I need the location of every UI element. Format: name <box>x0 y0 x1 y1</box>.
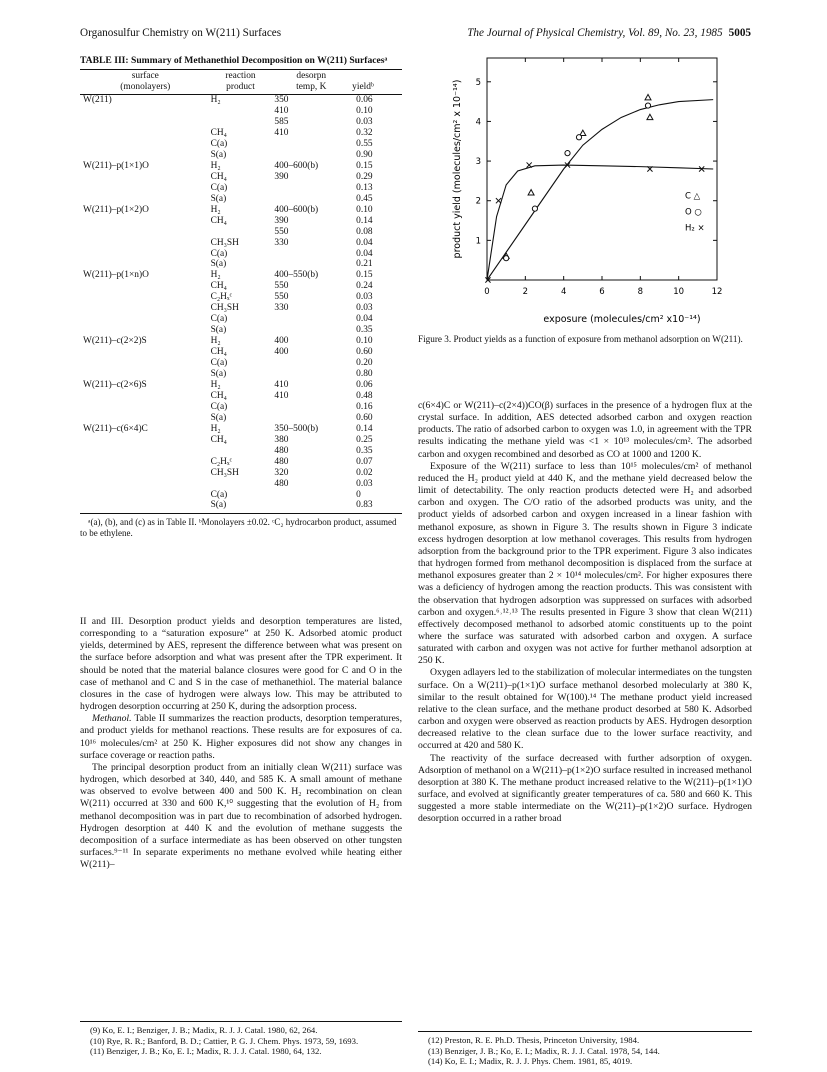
cell-product: H₂ <box>210 160 221 171</box>
cell-surface <box>80 292 211 303</box>
cell-yield: 0.45 <box>356 193 373 204</box>
cell-surface <box>80 106 211 117</box>
data-point-o <box>504 256 509 261</box>
table-row <box>80 249 402 260</box>
table-row <box>80 150 402 161</box>
cell-temp <box>270 325 352 336</box>
paragraph: Exposure of the W(211) surface to less than 10¹⁵ molecules/cm² of methanol reduced the H₂ product yield at 440 K, and the methane yield decreased below the limit of detectability. The only reaction products detected were H₂ and adsorbed carbon and oxygen. The C/O ratio of the adsorbed products was unity, and the product yields of adsorbed carbon and oxygen increased in a linear fashion with methanol exposure, as shown in Figure 3. The results shown in Figure 3 indicate excess hydrogen desorption at low methanol coverages. This results from hydrogen adsorption from the background prior to the TPR experiment. Figure 3 also indicates that hydrogen formed from methanol decomposition is displaced from the surface at methanol exposures greater than 2 × 10¹⁴ molecules/cm². For higher exposures there was a deficiency of hydrogen among the reaction products. This was consistent with the observation that hydrogen adsorption was suppressed on surfaces with adsorbed carbon and oxygen.⁶˒¹²˒¹³ The results presented in Figure 3 show that clean W(211) effectively decomposed methanol to adsorbed atomic constituents up to the point where the surface was saturated with adsorbed carbon and oxygen. A surface saturated with carbon and oxygen was not active for further methanol adsorption at 250 K. <box>418 460 752 667</box>
cell-product: CH₄ <box>210 281 227 292</box>
cell-product: C(a) <box>210 358 228 369</box>
cell-yield: 0.14 <box>356 423 373 434</box>
table-row <box>80 424 402 435</box>
cell-yield: 0.48 <box>356 390 373 401</box>
cell-surface <box>80 358 211 369</box>
table-row <box>80 227 402 238</box>
table-row <box>80 369 402 380</box>
cell-product: C(a) <box>210 401 228 412</box>
cell-yield: 0.14 <box>356 215 373 226</box>
data-point-c <box>528 190 534 195</box>
cell-product: CH₃SH <box>210 237 239 248</box>
cell-yield: 0.24 <box>356 281 373 292</box>
table-row <box>80 161 402 172</box>
cell-surface <box>80 500 211 513</box>
cell-yield: 0.07 <box>356 456 373 467</box>
cell-surface <box>80 194 211 205</box>
section-run-in-heading: Methanol. <box>92 713 132 725</box>
cell-temp <box>270 259 352 270</box>
cell-temp <box>270 490 352 501</box>
cell-surface <box>80 117 211 128</box>
cell-temp: 400 <box>274 347 289 358</box>
table-row <box>80 270 402 281</box>
x-tick-label: 2 <box>522 287 529 297</box>
running-header-right <box>467 27 751 39</box>
cell-yield: 0.03 <box>356 117 373 128</box>
cell-temp: 410 <box>274 128 289 139</box>
cell-yield: 0.02 <box>356 467 373 478</box>
cell-product: H₂ <box>210 423 221 434</box>
cell-product <box>211 446 271 457</box>
cell-surface <box>80 347 211 358</box>
cell-product: CH₄ <box>210 215 227 226</box>
col-header-temp: desorpn temp, K <box>296 71 327 92</box>
cell-yield: 0.16 <box>356 401 373 412</box>
cell-product: S(a) <box>211 500 271 513</box>
cell-surface <box>80 468 211 479</box>
cell-product: H₂ <box>210 336 221 347</box>
cell-temp <box>270 314 352 325</box>
cell-temp: 585 <box>274 117 289 128</box>
table-row <box>80 128 402 139</box>
x-axis-label: exposure (molecules/cm² x10⁻¹⁴) <box>543 314 701 325</box>
cell-temp <box>270 150 352 161</box>
curve-c-o <box>487 100 713 280</box>
cell-product: CH₄ <box>210 390 227 401</box>
cell-product: S(a) <box>210 325 227 336</box>
table-row <box>80 314 402 325</box>
table-row <box>80 380 402 391</box>
table-row <box>80 238 402 249</box>
paragraph: The principal desorption product from an initially clean W(211) surface was hydrogen, which desorbed at 340, 440, and 585 K. A small amount of methane was observed to evolve between 400 and 500 K. H₂ recombination on clean W(211) occurred at 330 and 600 K,¹⁰ suggesting that the evolution of H₂ from methanol decomposition was in part due to recombination of adsorbed hydrogen. Hydrogen desorption at 440 K and the evolution of methane suggests the decomposition of a surface intermediate as has been observed on other tungsten surfaces.⁹⁻¹¹ In separate experiments no methane evolved while heating either W(211)– <box>80 761 402 871</box>
page-number: 5005 <box>728 27 751 39</box>
cell-temp: 400–550(b) <box>274 270 319 281</box>
cell-product: S(a) <box>210 259 227 270</box>
cell-temp: 400 <box>274 336 289 347</box>
cell-yield: 0.10 <box>356 204 373 215</box>
cell-temp: 410 <box>274 379 289 390</box>
cell-product: S(a) <box>210 412 227 423</box>
table-row <box>80 347 402 358</box>
table-body <box>80 95 402 514</box>
cell-yield: 0.13 <box>356 182 373 193</box>
cell-product <box>211 117 271 128</box>
cell-temp: 380 <box>274 434 289 445</box>
data-point-o <box>645 103 650 108</box>
y-tick-label: 5 <box>475 77 481 88</box>
cell-surface: W(211)–c(6×4)C <box>83 423 148 434</box>
cell-product <box>211 227 271 238</box>
cell-yield: 0.03 <box>356 292 373 303</box>
data-point-o <box>565 151 570 156</box>
table-row <box>80 413 402 424</box>
cell-surface: W(211)–p(1×2)O <box>83 204 149 215</box>
cell-yield: 0.83 <box>352 500 402 513</box>
table-row <box>80 490 402 501</box>
table-iii <box>80 55 402 539</box>
cell-surface <box>80 249 211 260</box>
cell-product: H₂ <box>210 95 221 106</box>
cell-yield: 0.60 <box>356 412 373 423</box>
y-tick-label: 4 <box>475 117 481 128</box>
cell-temp: 550 <box>274 281 289 292</box>
cell-temp <box>270 249 352 260</box>
cell-yield: 0.80 <box>356 369 373 380</box>
cell-yield: 0.04 <box>356 237 373 248</box>
journal-citation: The Journal of Physical Chemistry, Vol. 89, No. 23, 1985 <box>467 27 723 39</box>
cell-product: H₂ <box>210 270 221 281</box>
cell-surface <box>80 216 211 227</box>
cell-surface: W(211)–c(2×6)S <box>83 379 147 390</box>
y-tick-label: 1 <box>475 236 481 247</box>
cell-surface <box>80 325 211 336</box>
reference-item: (14) Ko, E. I.; Madix, R. J. J. Phys. Chem. 1981, 85, 4019. <box>428 1056 633 1067</box>
cell-surface <box>80 413 211 424</box>
references-right <box>428 1035 752 1067</box>
cell-surface <box>80 259 211 270</box>
reference-item: (13) Benziger, J. B.; Ko, E. I.; Madix, R. J. J. Catal. 1978, 54, 144. <box>428 1045 660 1056</box>
table-row <box>80 303 402 314</box>
cell-temp: 480 <box>274 456 289 467</box>
table-row <box>80 391 402 402</box>
table-row <box>80 358 402 369</box>
cell-temp <box>270 402 352 413</box>
cell-temp: 410 <box>274 106 289 117</box>
cell-temp: 400–600(b) <box>274 160 319 171</box>
cell-yield: 0.35 <box>356 325 373 336</box>
cell-yield: 0.21 <box>356 259 373 270</box>
cell-temp: 350–500(b) <box>274 423 319 434</box>
table-row <box>80 457 402 468</box>
running-header-left: Organosulfur Chemistry on W(211) Surfaces <box>80 27 282 39</box>
cell-temp: 480 <box>274 445 289 456</box>
legend-entry: H₂ × <box>685 223 705 234</box>
cell-product: S(a) <box>210 149 227 160</box>
table-row <box>80 259 402 270</box>
cell-temp <box>270 358 352 369</box>
data-point-h2 <box>496 198 501 203</box>
cell-surface: W(211)–c(2×2)S <box>83 336 147 347</box>
cell-surface <box>80 183 211 194</box>
cell-yield: 0.10 <box>356 106 373 117</box>
table-row <box>80 216 402 227</box>
cell-yield: 0.08 <box>356 226 373 237</box>
table-row <box>80 281 402 292</box>
cell-surface <box>80 479 211 490</box>
cell-surface <box>80 303 211 314</box>
x-tick-label: 0 <box>484 287 490 297</box>
reference-item: (9) Ko, E. I.; Benziger, J. B.; Madix, R. J. J. Catal. 1980, 62, 264. <box>90 1025 318 1035</box>
table-row <box>80 183 402 194</box>
cell-product: CH₄ <box>210 171 227 182</box>
x-tick-label: 8 <box>637 287 644 297</box>
cell-product: S(a) <box>210 193 227 204</box>
cell-temp: 330 <box>274 303 289 314</box>
cell-product: C₂Hₓᶜ <box>210 456 233 467</box>
methanethiol-table <box>80 69 402 514</box>
table-row <box>80 95 402 106</box>
cell-product: C(a) <box>210 248 228 259</box>
references-left <box>90 1025 402 1057</box>
x-tick-label: 6 <box>599 287 605 297</box>
paragraph: II and III. Desorption product yields and desorption temperatures are listed, corresponding to a “saturation exposure” at 250 K. Adsorbed atomic product yields, determined by AES, represent the difference between what was present on the surface before adsorption and what was present after the TPR experiment. It should be noted that the material balance closures were good for C and O in the case of methanol and C and S in the case of methanethiol. The material balance closures in the case of hydrogen were always low. This may be attributed to hydrogen desorption occurring at 250 K, during the adsorption process. <box>80 616 402 713</box>
cell-product: CH₄ <box>210 128 227 139</box>
figure-caption: Figure 3. Product yields as a function of exposure from methanol adsorption on W(211). <box>418 334 743 344</box>
paragraph: c(6×4)C or W(211)–c(2×4))CO(β) surfaces in the presence of a hydrogen flux at the crystal surface. In addition, AES detected adsorbed carbon and oxygen reaction products. The ratio of adsorbed carbon to oxygen was 1.0, in agreement with the TPR results indicating the methane yield was <1 × 10¹³ molecules/cm². The adsorbed carbon and oxygen recombined and desorbed as CO at 1000 and 1200 K. <box>418 400 752 460</box>
cell-product: CH₃SH <box>210 467 239 478</box>
cell-yield: 0.15 <box>356 160 373 171</box>
cell-surface <box>80 281 211 292</box>
cell-surface <box>80 369 211 380</box>
cell-product: C₂Hₓᶜ <box>210 292 233 303</box>
table-caption: TABLE III: Summary of Methanethiol Decomposition on W(211) Surfacesᵃ <box>80 55 388 66</box>
cell-yield: 0.32 <box>356 128 373 139</box>
y-tick-label: 2 <box>475 196 481 207</box>
cell-temp: 480 <box>274 478 289 489</box>
legend-entry: O ○ <box>685 207 702 218</box>
cell-surface <box>80 227 211 238</box>
cell-product: H₂ <box>210 204 221 215</box>
cell-product <box>211 479 271 490</box>
cell-yield: 0.29 <box>356 171 373 182</box>
reference-item: (11) Benziger, J. B.; Ko, E. I.; Madix, R. J. J. Catal. 1980, 64, 132. <box>90 1046 322 1057</box>
table-row <box>80 336 402 347</box>
cell-surface <box>80 128 211 139</box>
table-row <box>80 292 402 303</box>
cell-temp: 390 <box>274 215 289 226</box>
cell-surface <box>80 314 211 325</box>
data-point-h2 <box>527 162 532 167</box>
y-axis-label: product yield (molecules/cm² x 10⁻¹⁴) <box>452 79 463 259</box>
data-point-c <box>580 130 586 135</box>
table-row <box>80 172 402 183</box>
col-header-yield: yieldᵇ <box>352 81 374 92</box>
cell-temp <box>270 183 352 194</box>
table-row <box>80 205 402 216</box>
cell-surface <box>80 457 211 468</box>
table-row <box>80 446 402 457</box>
cell-yield: 0.10 <box>356 336 373 347</box>
cell-product: C(a) <box>210 314 228 325</box>
cell-temp <box>270 194 352 205</box>
cell-surface <box>80 172 211 183</box>
col-header-product: reaction product <box>225 71 256 92</box>
cell-temp <box>270 139 352 150</box>
y-tick-label: 3 <box>475 157 481 168</box>
cell-yield: 0.03 <box>356 478 373 489</box>
x-tick-label: 10 <box>673 287 685 297</box>
footnote-rule <box>80 1021 402 1022</box>
cell-yield: 0.25 <box>356 434 373 445</box>
col-header-surface: surface (monolayers) <box>120 71 171 92</box>
cell-temp <box>270 413 352 424</box>
cell-surface <box>80 391 211 402</box>
cell-surface <box>80 150 211 161</box>
cell-product: CH₄ <box>210 434 227 445</box>
cell-surface: W(211) <box>83 95 112 106</box>
cell-surface <box>80 139 211 150</box>
table-footnote: ᵃ(a), (b), and (c) as in Table II. ᵇMonolayers ±0.02. ᶜC₂ hydrocarbon product, assumed to be ethylene. <box>80 517 397 539</box>
data-point-o <box>576 135 581 140</box>
cell-product: CH₄ <box>210 347 227 358</box>
cell-surface <box>80 238 211 249</box>
table-row <box>80 402 402 413</box>
cell-yield: 0.60 <box>356 347 373 358</box>
data-point-o <box>532 206 537 211</box>
cell-yield: 0.03 <box>356 303 373 314</box>
cell-yield: 0.20 <box>356 358 373 369</box>
x-tick-label: 12 <box>711 287 723 297</box>
cell-product: C(a) <box>210 182 228 193</box>
table-row <box>80 117 402 128</box>
legend-entry: C △ <box>685 191 701 202</box>
table-row <box>80 468 402 479</box>
table-row <box>80 479 402 490</box>
cell-surface <box>80 435 211 446</box>
reference-item: (12) Preston, R. E. Ph.D. Thesis, Princeton University, 1984. <box>428 1035 640 1045</box>
cell-product: H₂ <box>210 379 221 390</box>
table-row <box>80 325 402 336</box>
right-body-text <box>418 400 752 825</box>
data-point-c <box>647 114 653 119</box>
curve-h2 <box>487 165 713 280</box>
footnote-rule <box>418 1031 752 1032</box>
cell-product: CH₃SH <box>210 303 239 314</box>
table-header-row <box>80 70 402 95</box>
cell-temp: 350 <box>274 95 289 106</box>
cell-yield: 0.04 <box>356 248 373 259</box>
cell-product: C(a) <box>210 489 228 500</box>
cell-temp: 550 <box>274 226 289 237</box>
table-row <box>80 139 402 150</box>
figure-3-chart <box>452 52 752 382</box>
cell-yield: 0.06 <box>356 95 373 106</box>
cell-temp: 320 <box>274 467 289 478</box>
cell-temp: 550 <box>274 292 289 303</box>
data-point-c <box>645 94 651 99</box>
cell-yield: 0 <box>356 489 361 500</box>
cell-yield: 0.55 <box>356 139 373 149</box>
cell-yield: 0.90 <box>356 149 373 160</box>
cell-yield: 0.35 <box>356 445 373 456</box>
cell-product <box>211 106 271 117</box>
cell-temp: 330 <box>274 237 289 248</box>
cell-temp <box>270 500 352 513</box>
cell-product: C(a) <box>210 139 228 149</box>
table-row <box>80 435 402 446</box>
cell-surface: W(211)–p(1×n)O <box>83 270 149 281</box>
paragraph: The reactivity of the surface decreased with further adsorption of oxygen. Adsorption of methanol on a W(211)–p(1×2)O surface resulted in increased methanol desorption at 380 K. The methane product increased relative to the W(211)–p(1×1)O surface, and evolved at significantly greater temperatures of ca. 580 and 660 K. This suggested a more stable intermediate on the W(211)–p(1×2)O surface. Hydrogen desorption occurred in a rather broad <box>418 752 752 825</box>
paragraph: Oxygen adlayers led to the stabilization of molecular intermediates on the tungsten surface. On a W(211)–p(1×1)O surface methanol desorbed molecularly at 380 K, similar to the result obtained for W(100).¹⁴ The methane product yield increased relative to the clean surface, and the methane product desorbed at 580 K. Adsorbed carbon and oxygen were observed as reaction products by AES. Hydrogen desorption decreased relative to the clean surface due to the lower surface reactivity, and occurred at 420 and 580 K. <box>418 667 752 752</box>
paragraph: Methanol. Table II summarizes the reaction products, desorption temperatures, and product yields for methanol reactions. These results are for exposures of ca. 10¹⁶ molecules/cm² at 250 K. Higher exposures did not show any changes in surface coverage or reaction paths. <box>80 713 402 761</box>
cell-surface: W(211)–p(1×1)O <box>83 160 149 171</box>
cell-product: S(a) <box>210 369 227 380</box>
table-row <box>80 500 402 513</box>
x-tick-label: 4 <box>560 287 567 297</box>
cell-yield: 0.06 <box>356 379 373 390</box>
reference-item: (10) Rye, R. R.; Banford, B. D.; Cattier, P. G. J. Chem. Phys. 1973, 59, 1693. <box>90 1035 359 1046</box>
cell-temp: 390 <box>274 171 289 182</box>
plot-frame <box>487 58 717 280</box>
cell-surface <box>80 490 211 501</box>
cell-temp <box>270 369 352 380</box>
cell-temp: 410 <box>274 390 289 401</box>
table-row <box>80 106 402 117</box>
cell-surface <box>80 402 211 413</box>
cell-yield: 0.04 <box>356 314 373 325</box>
cell-yield: 0.15 <box>356 270 373 281</box>
left-body-text <box>80 616 402 871</box>
cell-surface <box>80 446 211 457</box>
cell-temp: 400–600(b) <box>274 204 319 215</box>
table-row <box>80 194 402 205</box>
